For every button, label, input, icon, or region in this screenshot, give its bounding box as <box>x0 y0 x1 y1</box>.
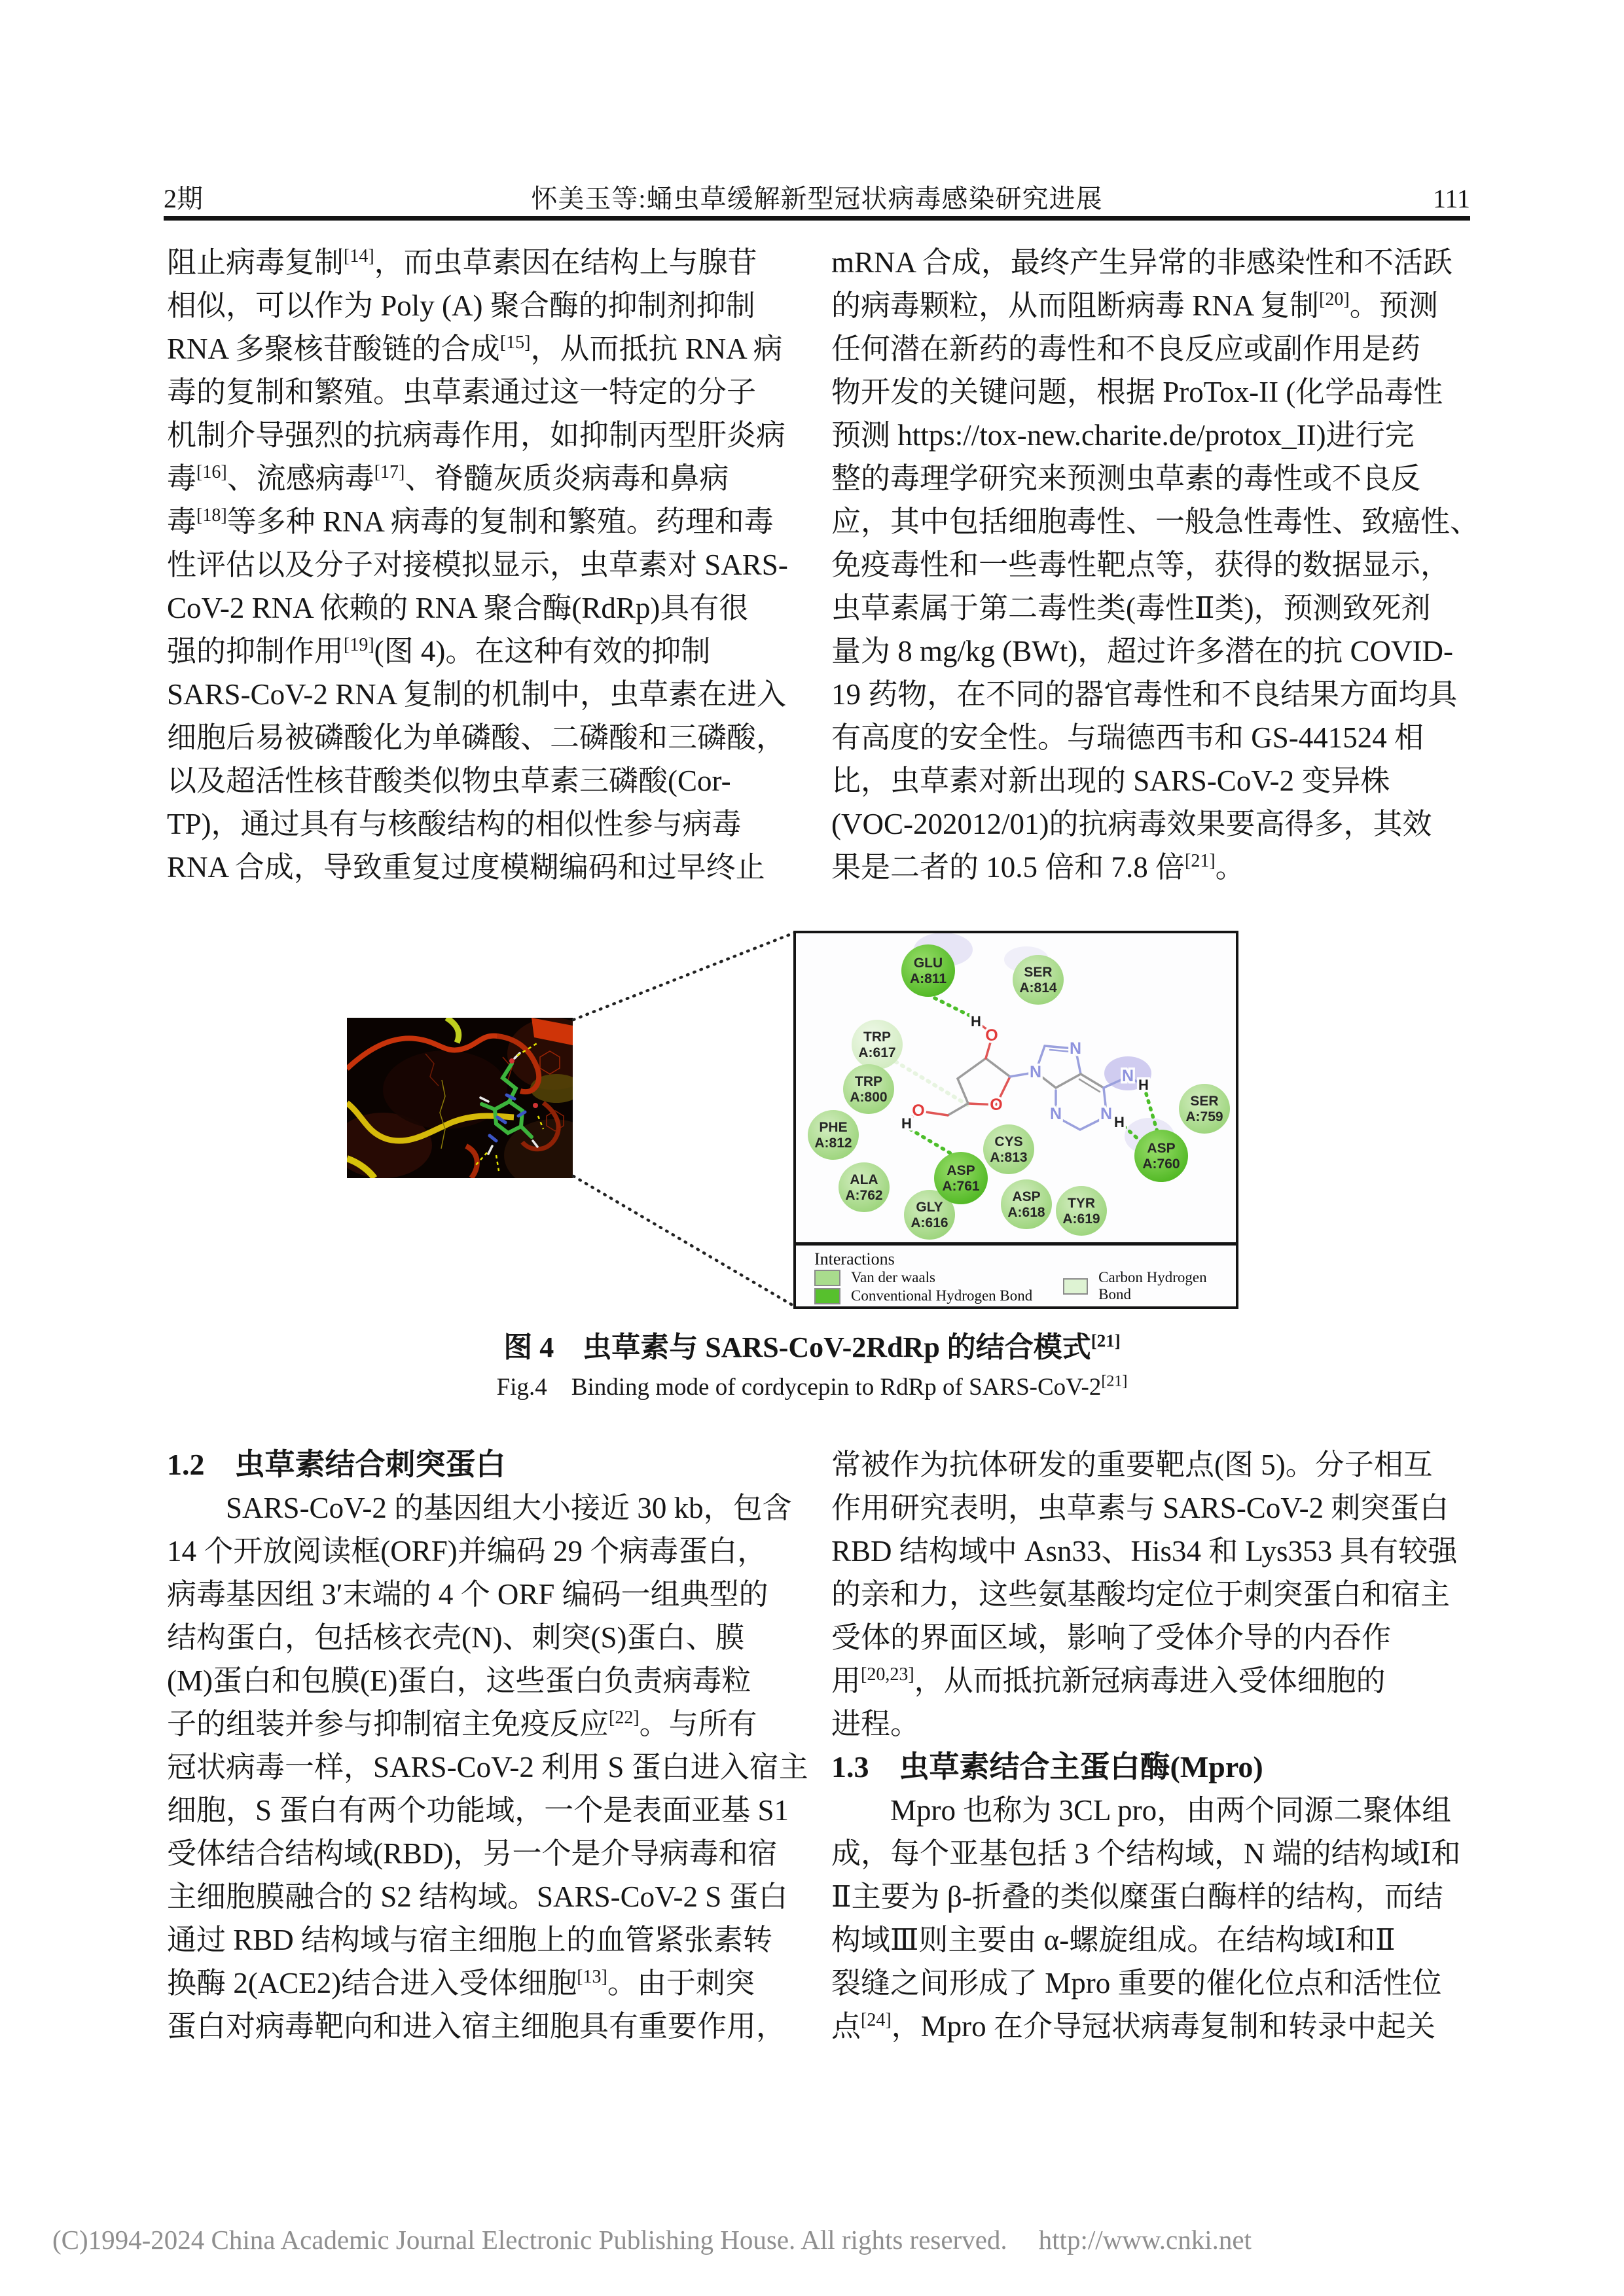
text-line: 常被作为抗体研发的重要靶点(图 5)。分子相互 <box>831 1448 1433 1481</box>
svg-text:A:760: A:760 <box>1142 1157 1180 1172</box>
svg-text:A:800: A:800 <box>850 1090 888 1105</box>
residue-asp-a761 <box>934 1152 988 1204</box>
text-line: 比，虫草素对新出现的 SARS-CoV-2 变异株 <box>831 764 1390 797</box>
text-line: 强的抑制作用[19](图 4)。在这种有效的抑制 <box>167 635 711 668</box>
text-line: 毒的复制和繁殖。虫草素通过这一特定的分子 <box>167 376 757 408</box>
text-line: 任何潜在新药的毒性和不良反应或副作用是药 <box>831 332 1421 365</box>
residue-tyr-a619 <box>1056 1186 1107 1236</box>
interaction-legend <box>796 1246 1236 1306</box>
svg-text:TRP: TRP <box>863 1030 891 1045</box>
text-line: 14 个开放阅读框(ORF)并编码 29 个病毒蛋白， <box>167 1535 767 1568</box>
text-line: 性评估以及分子对接模拟显示，虫草素对 SARS- <box>167 548 788 581</box>
text-line: 应，其中包括细胞毒性、一般急性毒性、致癌性、 <box>831 505 1480 538</box>
residue-phe-a812 <box>808 1110 859 1160</box>
svg-text:A:762: A:762 <box>845 1188 883 1203</box>
text-line: 冠状病毒一样，SARS-CoV-2 利用 S 蛋白进入宿主 <box>167 1751 808 1784</box>
svg-text:A:616: A:616 <box>911 1215 948 1230</box>
legend-label: Carbon Hydrogen Bond <box>1098 1269 1207 1302</box>
text-line: 19 药物，在不同的器官毒性和不良结果方面均具 <box>831 678 1458 711</box>
svg-text:SER: SER <box>1190 1094 1219 1109</box>
atom-label-n: N <box>1069 1039 1082 1058</box>
atom-label-n: N <box>1100 1105 1113 1123</box>
text-line: 细胞后易被磷酸化为单磷酸、二磷酸和三磷酸， <box>167 721 786 754</box>
section-heading-1-3: 1.3 虫草素结合主蛋白酶(Mpro) <box>831 1750 1263 1784</box>
text-line: 免疫毒性和一些毒性靶点等，获得的数据显示， <box>831 548 1451 581</box>
svg-text:SER: SER <box>1024 965 1053 980</box>
atom-label-h: H <box>1138 1077 1149 1093</box>
text-line: 成，每个亚基包括 3 个结构域，N 端的结构域Ⅰ和 <box>831 1837 1461 1870</box>
text-line: 主细胞膜融合的 S2 结构域。SARS-CoV-2 S 蛋白 <box>167 1880 788 1913</box>
running-title: 怀美玉等:蛹虫草缓解新型冠状病毒感染研究进展 <box>531 184 1103 213</box>
svg-text:A:812: A:812 <box>814 1136 852 1151</box>
text-line: 换酶 2(ACE2)结合进入受体细胞[13]。由于刺突 <box>167 1967 755 2000</box>
text-line: 预测 https://tox-new.charite.de/protox_II)进行完 <box>831 419 1415 452</box>
text-line: 子的组装并参与抑制宿主免疫反应[22]。与所有 <box>167 1708 757 1740</box>
residue-cys-a813 <box>983 1124 1034 1174</box>
legend-item-carbon <box>1063 1269 1236 1303</box>
text-line: 虫草素属于第二毒性类(毒性Ⅱ类)，预测致死剂 <box>831 592 1431 624</box>
text-line: 毒[16]、流感病毒[17]、脊髓灰质炎病毒和鼻病 <box>167 462 729 495</box>
atom-label-o: O <box>985 1026 998 1045</box>
figure-caption-cn: 图 4 虫草素与 SARS-CoV-2RdRp 的结合模式[21] <box>503 1331 1121 1363</box>
text-line: SARS-CoV-2 RNA 复制的机制中，虫草素在进入 <box>167 678 786 711</box>
figure-caption-en: Fig.4 Binding mode of cordycepin to RdRp of SARS-CoV-2[21] <box>496 1372 1128 1401</box>
residue-asp-a618 <box>1001 1179 1052 1229</box>
svg-text:GLU: GLU <box>913 956 943 971</box>
legend-swatch-carbon <box>1063 1278 1088 1295</box>
left-column-top <box>167 241 812 889</box>
text-line: 受体的界面区域，影响了受体介导的内吞作 <box>831 1621 1392 1654</box>
docking-3d-view <box>347 1018 573 1178</box>
residue-trp-a800 <box>843 1064 894 1114</box>
residue-trp-a617 <box>852 1020 903 1069</box>
text-line: RNA 多聚核苷酸链的合成[15]，从而抵抗 RNA 病 <box>167 332 783 365</box>
text-line: 阻止病毒复制[14]，而虫草素因在结构上与腺苷 <box>167 246 757 279</box>
svg-text:ASP: ASP <box>947 1163 975 1178</box>
copyright-text: (C)1994-2024 China Academic Journal Electronic Publishing House. All rights reserved. <box>52 2225 1007 2255</box>
text-line: RBD 结构域中 Asn33、His34 和 Lys353 具有较强 <box>831 1535 1458 1568</box>
text-line: 蛋白对病毒靶向和进入宿主细胞具有重要作用， <box>167 2010 786 2043</box>
text-line: RNA 合成，导致重复过度模糊编码和过早终止 <box>167 851 765 884</box>
residue-ser-a814 <box>1013 955 1064 1005</box>
svg-text:A:759: A:759 <box>1185 1109 1223 1124</box>
text-line: 相似，可以作为 Poly (A) 聚合酶的抑制剂抑制 <box>167 289 755 322</box>
text-line: 结构蛋白，包括核衣壳(N)、刺突(S)蛋白、膜 <box>167 1621 745 1654</box>
atom-label-n: N <box>1049 1105 1062 1123</box>
text-line: (M)蛋白和包膜(E)蛋白，这些蛋白负责病毒粒 <box>167 1664 751 1697</box>
interaction-diagram-panel <box>793 931 1238 1309</box>
svg-text:A:761: A:761 <box>942 1179 980 1194</box>
svg-text:PHE: PHE <box>819 1120 848 1135</box>
svg-text:ASP: ASP <box>1012 1189 1041 1204</box>
svg-text:A:619: A:619 <box>1062 1211 1100 1227</box>
text-line: (VOC-202012/01)的抗病毒效果要高得多，其效 <box>831 808 1432 840</box>
legend-item-vdw <box>814 1269 935 1286</box>
legend-item-conventional <box>814 1287 1032 1304</box>
svg-text:ALA: ALA <box>850 1172 878 1187</box>
page-number: 111 <box>1432 184 1470 213</box>
residue-glu-a811 <box>901 944 955 997</box>
text-line: CoV-2 RNA 依赖的 RNA 聚合酶(RdRp)具有很 <box>167 592 749 624</box>
svg-text:TRP: TRP <box>855 1074 882 1089</box>
text-line: 的病毒颗粒，从而阻断病毒 RNA 复制[20]。预测 <box>831 289 1438 322</box>
svg-text:A:618: A:618 <box>1007 1205 1045 1220</box>
left-column-bottom <box>167 1443 812 2048</box>
text-line: 用[20,23]，从而抵抗新冠病毒进入受体细胞的 <box>831 1664 1386 1697</box>
text-line: 物开发的关键问题，根据 ProTox-II (化学品毒性 <box>831 376 1443 408</box>
residue-ala-a762 <box>839 1162 890 1212</box>
text-line: 受体结合结构域(RBD)，另一个是介导病毒和宿 <box>167 1837 778 1870</box>
text-line: 整的毒理学研究来预测虫草素的毒性或不良反 <box>831 462 1421 495</box>
section-heading-1-2: 1.2 虫草素结合刺突蛋白 <box>167 1448 506 1481</box>
text-line: 构域Ⅲ则主要由 α-螺旋组成。在结构域Ⅰ和Ⅱ <box>831 1924 1396 1956</box>
svg-text:CYS: CYS <box>994 1134 1023 1149</box>
text-line: mRNA 合成，最终产生异常的非感染性和不活跃 <box>831 246 1453 279</box>
text-line: 果是二者的 10.5 倍和 7.8 倍[21]。 <box>831 851 1245 884</box>
atom-label-o: O <box>990 1096 1003 1114</box>
legend-title: Interactions <box>814 1249 895 1268</box>
text-line: 毒[18]等多种 RNA 病毒的复制和繁殖。药理和毒 <box>167 505 774 538</box>
text-line: 机制介导强烈的抗病毒作用，如抑制丙型肝炎病 <box>167 419 786 452</box>
svg-text:A:617: A:617 <box>858 1045 896 1060</box>
text-line: 裂缝之间形成了 Mpro 重要的催化位点和活性位 <box>831 1967 1442 2000</box>
atom-label-h: H <box>1114 1114 1125 1130</box>
text-line: 病毒基因组 3′末端的 4 个 ORF 编码一组典型的 <box>167 1578 768 1611</box>
text-line: Ⅱ主要为 β-折叠的类似糜蛋白酶样的结构，而结 <box>831 1880 1443 1913</box>
text-line: 的亲和力，这些氨基酸均定位于刺突蛋白和宿主 <box>831 1578 1451 1611</box>
text-line: 进程。 <box>831 1708 920 1740</box>
residue-ser-a759 <box>1179 1084 1230 1134</box>
interaction-diagram <box>796 933 1236 1242</box>
text-line: 通过 RBD 结构域与宿主细胞上的血管紧张素转 <box>167 1924 773 1956</box>
atom-label-o: O <box>912 1102 925 1120</box>
atom-label-n: N <box>1029 1063 1042 1081</box>
section-1-2-continued <box>831 1443 1476 1746</box>
svg-text:ASP: ASP <box>1147 1141 1176 1156</box>
atom-label-h: H <box>901 1115 912 1132</box>
header-rule <box>164 216 1470 221</box>
page-footer <box>52 2224 1578 2255</box>
svg-text:A:814: A:814 <box>1019 980 1057 996</box>
zoom-projection-lines <box>569 926 799 1312</box>
text-line: 以及超活性核苷酸类似物虫草素三磷酸(Cor- <box>167 764 731 797</box>
cnki-url: http://www.cnki.net <box>1038 2225 1252 2255</box>
right-column-bottom <box>831 1443 1476 2048</box>
text-line: 量为 8 mg/kg (BWt)，超过许多潜在的抗 COVID- <box>831 635 1453 668</box>
issue-label: 2期 <box>164 184 203 213</box>
text-line: SARS-CoV-2 的基因组大小接近 30 kb，包含 <box>167 1492 792 1524</box>
atom-label-h: H <box>971 1013 981 1030</box>
text-line: 作用研究表明，虫草素与 SARS-CoV-2 刺突蛋白 <box>831 1492 1449 1524</box>
svg-text:TYR: TYR <box>1068 1196 1095 1211</box>
section-1-3-body <box>831 1789 1476 2048</box>
text-line: TP)，通过具有与核酸结构的相似性参与病毒 <box>167 808 742 840</box>
legend-label: Conventional Hydrogen Bond <box>851 1287 1033 1304</box>
svg-text:A:811: A:811 <box>909 971 947 986</box>
legend-swatch-conventional <box>814 1288 840 1304</box>
residue-asp-a760 <box>1134 1130 1188 1182</box>
right-column-top <box>831 241 1480 889</box>
svg-text:A:813: A:813 <box>990 1150 1028 1165</box>
text-line: 点[24]，Mpro 在介导冠状病毒复制和转录中起关 <box>831 2010 1435 2043</box>
section-1-2-body <box>167 1486 812 2048</box>
legend-label: Van der waals <box>851 1269 936 1285</box>
text-line: 有高度的安全性。与瑞德西韦和 GS-441524 相 <box>831 721 1424 754</box>
svg-text:GLY: GLY <box>916 1200 943 1215</box>
atom-label-n: N <box>1121 1067 1134 1085</box>
legend-swatch-vdw <box>814 1270 840 1286</box>
text-line: 细胞，S 蛋白有两个功能域，一个是表面亚基 S1 <box>167 1794 789 1827</box>
journal-header <box>164 178 1470 213</box>
text-line: Mpro 也称为 3CL pro，由两个同源二聚体组 <box>831 1794 1452 1827</box>
